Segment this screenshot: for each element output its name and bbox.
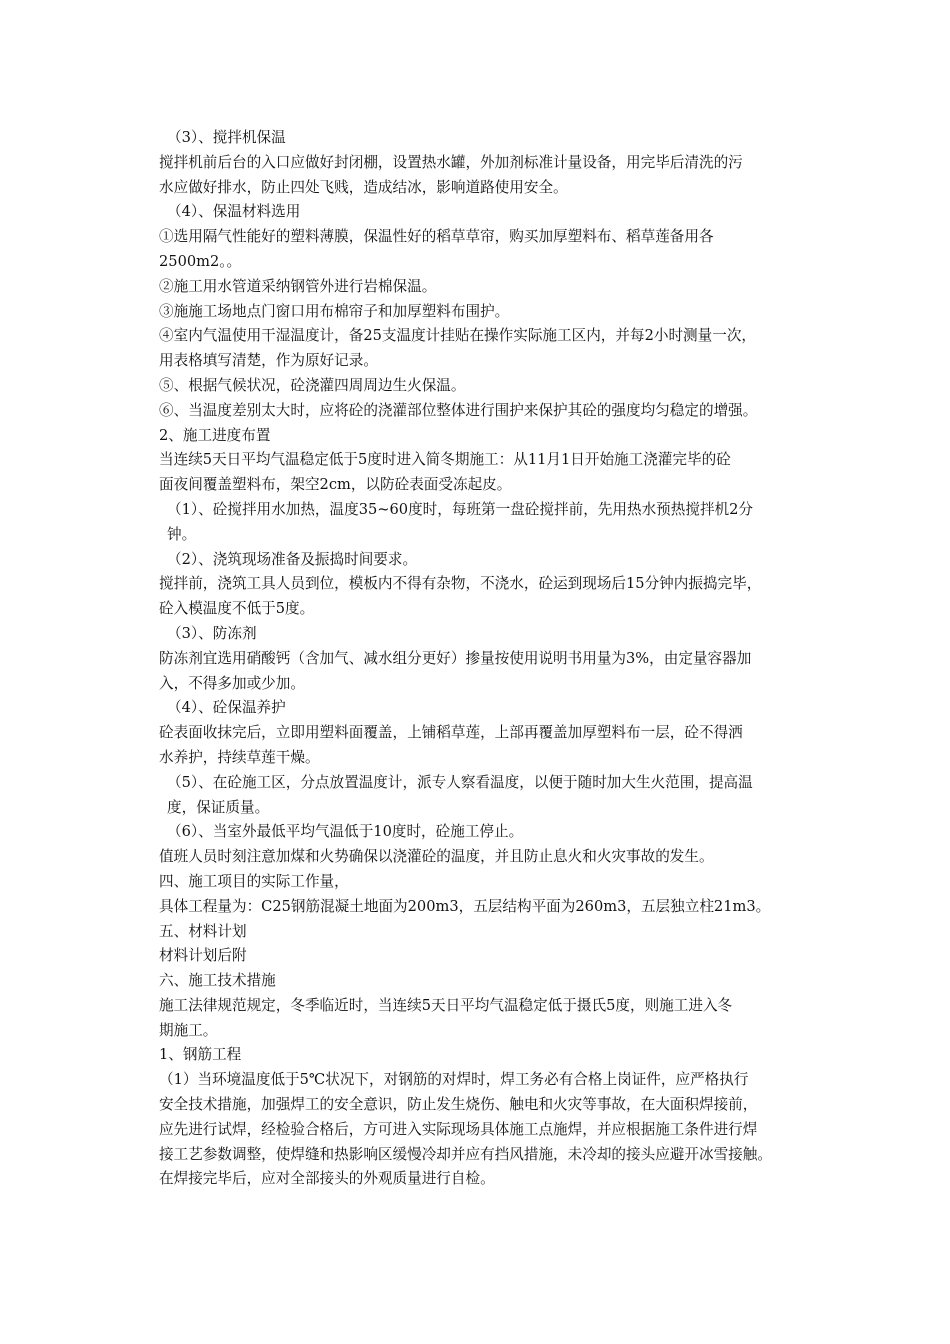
paragraph	[145, 126, 810, 151]
text-line: 安全技术措施，加强焊工的安全意识，防止发生烧伤、触电和火灾等事故，在大面积焊接前，	[159, 1096, 758, 1114]
paragraph	[145, 895, 810, 920]
paragraph	[145, 622, 810, 647]
paragraph	[145, 994, 810, 1044]
text-line: 水应做好排水，防止四处飞贱，造成结冰，影响道路使用安全。	[159, 178, 568, 196]
text-line: 2、施工进度布置	[159, 426, 271, 444]
text-line: 施工法律规范规定，冬季临近时，当连续5天日平均气温稳定低于摄氏5度，则施工进入冬	[159, 996, 733, 1014]
text-line: 应先进行试焊，经检验合格后，方可进入实际现场具体施工点施焊，并应根据施工条件进行焊	[159, 1120, 758, 1138]
text-line: 钟。	[167, 525, 197, 543]
text-line: 五、材料计划	[159, 922, 247, 940]
paragraph	[145, 424, 810, 449]
text-line: 值班人员时刻注意加煤和火势确保以浇灌砼的温度，并且防止息火和火灾事故的发生。	[159, 848, 714, 866]
paragraph	[145, 820, 810, 845]
text-line: 度，保证质量。	[167, 798, 270, 816]
document-body	[145, 126, 810, 1192]
paragraph	[145, 572, 810, 622]
paragraph	[145, 498, 810, 548]
text-line: 防冻剂宜选用硝酸钙（含加气、减水组分更好）掺量按使用说明书用量为3%，由定量容器加	[159, 649, 752, 667]
text-line: 砼入模温度不低于5度。	[159, 600, 315, 618]
text-line: ③施施工场地点门窗口用布棉帘子和加厚塑料布围护。	[159, 302, 510, 320]
text-line: 砼表面收抹完后，立即用塑料面覆盖，上铺稻草莲，上部再覆盖加厚塑料布一层，砼不得洒	[159, 724, 743, 742]
paragraph	[145, 944, 810, 969]
text-line: 四、施工项目的实际工作量，	[159, 872, 349, 890]
paragraph	[145, 969, 810, 994]
text-line: 搅拌机前后台的入口应做好封闭棚，设置热水罐，外加剂标准计量设备，用完毕后清洗的污	[159, 153, 743, 171]
text-line: （2）、浇筑现场准备及振捣时间要求。	[167, 550, 418, 568]
paragraph	[145, 448, 810, 498]
text-line: 具体工程量为：C25钢筋混凝土地面为200m3，五层结构平面为260m3，五层独立柱21m3。	[159, 897, 771, 915]
text-line: （4）、保温材料选用	[167, 203, 301, 221]
text-line: （3）、防冻剂	[167, 624, 257, 642]
paragraph	[145, 721, 810, 771]
paragraph	[145, 771, 810, 821]
text-line: （6）、当室外最低平均气温低于10度时，砼施工停止。	[167, 823, 524, 841]
paragraph	[145, 225, 810, 275]
text-line: 材料计划后附	[159, 947, 247, 965]
paragraph	[145, 696, 810, 721]
text-line: ④室内气温使用干湿温度计，备25支温度计挂贴在操作实际施工区内，并每2小时测量一次，	[159, 327, 757, 345]
text-line: （4）、砼保温养护	[167, 699, 286, 717]
text-line: 六、施工技术措施	[159, 972, 276, 990]
text-line: 用表格填写清楚，作为原好记录。	[159, 352, 378, 370]
text-line: 期施工。	[159, 1021, 218, 1039]
text-line: 搅拌前，浇筑工具人员到位，模板内不得有杂物，不浇水，砼运到现场后15分钟内振捣完毕，	[159, 575, 762, 593]
paragraph	[145, 151, 810, 201]
paragraph	[145, 399, 810, 424]
text-line: （1）、砼搅拌用水加热，温度35~60度时，每班第一盘砼搅拌前，先用热水预热搅拌机2分	[167, 500, 754, 518]
text-line: （3）、搅拌机保温	[167, 129, 286, 146]
paragraph	[145, 324, 810, 374]
text-line: ②施工用水管道采纳钢管外进行岩棉保温。	[159, 277, 437, 295]
paragraph	[145, 200, 810, 225]
paragraph	[145, 300, 810, 325]
text-line: ⑥、当温度差别太大时，应将砼的浇灌部位整体进行围护来保护其砼的强度均匀稳定的增强。	[159, 401, 758, 419]
text-line: ①选用隔气性能好的塑料薄膜，保温性好的稻草草帘，购买加厚塑料布、稻草莲备用各	[159, 228, 714, 246]
paragraph	[145, 920, 810, 945]
paragraph	[145, 1043, 810, 1068]
paragraph	[145, 548, 810, 573]
text-line: （1）当环境温度低于5℃状况下，对钢筋的对焊时，焊工务必有合格上岗证件，应严格执行	[159, 1071, 749, 1089]
paragraph	[145, 870, 810, 895]
paragraph	[145, 275, 810, 300]
paragraph	[145, 845, 810, 870]
text-line: 在焊接完毕后，应对全部接头的外观质量进行自检。	[159, 1170, 495, 1188]
text-line: ⑤、根据气候状况，砼浇灌四周周边生火保温。	[159, 376, 466, 394]
text-line: 接工艺参数调整，使焊缝和热影响区缓慢冷却并应有挡风措施，未冷却的接头应避开冰雪接触。	[159, 1145, 772, 1163]
paragraph	[145, 1068, 810, 1192]
text-line: 水养护，持续草莲干燥。	[159, 748, 320, 766]
text-line: 2500m2。。	[159, 252, 242, 270]
paragraph	[145, 647, 810, 697]
text-line: 1、钢筋工程	[159, 1046, 242, 1064]
paragraph	[145, 374, 810, 399]
text-line: （5）、在砼施工区，分点放置温度计，派专人察看温度，以便于随时加大生火范围，提高温	[167, 773, 753, 791]
text-line: 面夜间覆盖塑料布，架空2cm，以防砼表面受冻起皮。	[159, 476, 512, 494]
text-line: 当连续5天日平均气温稳定低于5度时进入简冬期施工：从11月1日开始施工浇灌完毕的砼	[159, 451, 731, 469]
text-line: 入，不得多加或少加。	[159, 674, 305, 692]
